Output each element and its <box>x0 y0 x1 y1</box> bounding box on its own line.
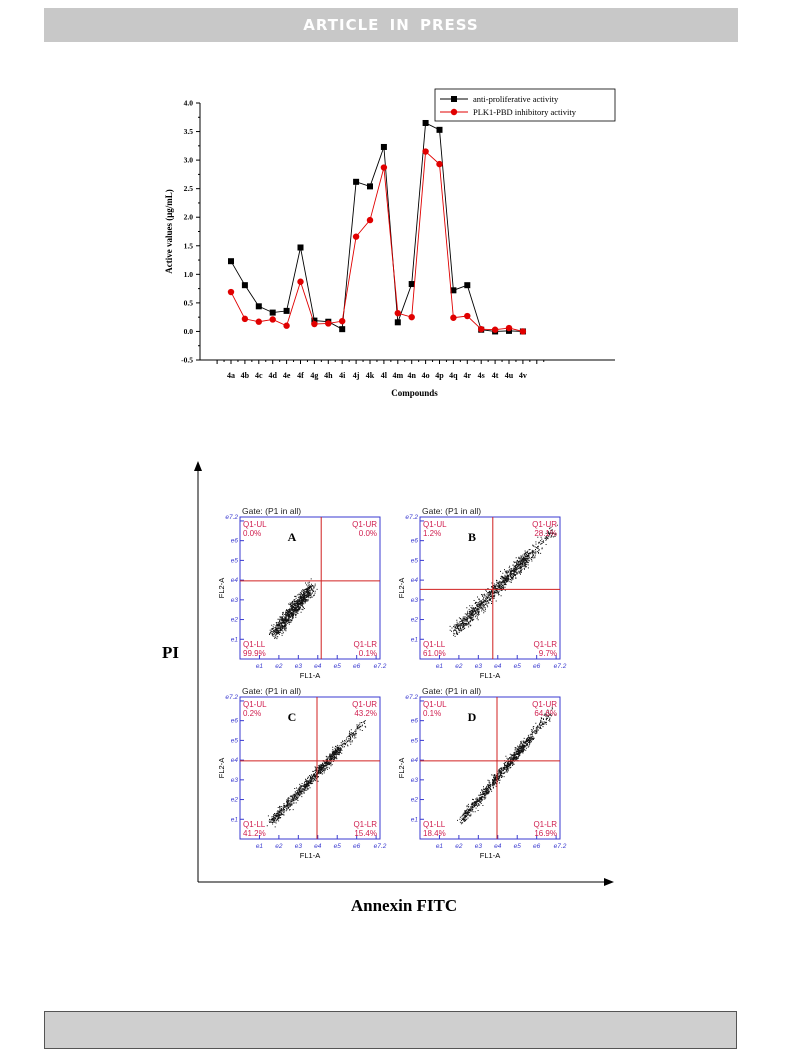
quadrant-lr-name: Q1-LR <box>533 640 557 649</box>
x-tick-label: 4l <box>380 371 388 380</box>
x-axis-label: Compounds <box>391 388 438 398</box>
y-tick-label: 2.0 <box>183 212 193 222</box>
pi-axis-arrow <box>194 461 202 471</box>
y-tick-label: e1 <box>410 636 418 644</box>
x-tick-label: e2 <box>275 843 283 850</box>
quadrant-ur-value: 28.1% <box>534 529 557 538</box>
pi-axis-label: PI <box>162 643 179 662</box>
data-point <box>422 148 428 154</box>
y-channel-label: FL2-A <box>217 757 226 779</box>
article-in-press-banner <box>44 8 738 42</box>
y-tick-label: e7.2 <box>225 694 238 701</box>
panel-frame <box>420 697 560 839</box>
gate-label: Gate: (P1 in all) <box>422 686 482 696</box>
x-channel-label: FL1-A <box>479 671 501 680</box>
x-tick-label: e5 <box>333 843 341 850</box>
x-tick-label: e2 <box>455 843 463 850</box>
x-tick-label: 4q <box>449 371 458 380</box>
data-point <box>381 144 387 150</box>
quadrant-ur-value: 64.6% <box>534 709 557 718</box>
y-tick-label: 4.0 <box>183 98 193 108</box>
quadrant-ur-value: 43.2% <box>354 709 377 718</box>
footer-bar <box>44 1011 737 1049</box>
x-tick-label: e4 <box>494 663 502 670</box>
x-tick-label: 4c <box>255 371 263 380</box>
y-tick-label: 3.0 <box>183 155 193 165</box>
x-tick-label: e6 <box>353 663 361 670</box>
y-tick-label: e7.2 <box>225 514 238 521</box>
x-tick-label: 4i <box>339 371 346 380</box>
x-channel-label: FL1-A <box>299 851 321 860</box>
data-point <box>423 120 429 126</box>
y-tick-label: e4 <box>230 757 238 765</box>
quadrant-ul-name: Q1-UL <box>243 700 267 709</box>
x-tick-label: e3 <box>474 843 482 850</box>
y-tick-label: e2 <box>410 796 418 804</box>
data-point <box>284 308 290 314</box>
x-tick-label: 4e <box>282 371 291 380</box>
y-tick-label: 2.5 <box>183 184 193 194</box>
panel-letter: B <box>467 530 477 544</box>
data-point <box>437 127 443 133</box>
y-tick-label: e6 <box>230 717 238 725</box>
data-point <box>395 319 401 325</box>
y-tick-label: 1.0 <box>183 269 193 279</box>
quadrant-lr-name: Q1-LR <box>353 640 377 649</box>
quadrant-lr-name: Q1-LR <box>353 820 377 829</box>
y-tick-label: e4 <box>410 757 418 765</box>
quadrant-ur-name: Q1-UR <box>352 700 377 709</box>
quadrant-ul-name: Q1-UL <box>243 520 267 529</box>
x-tick-label: 4r <box>463 371 472 380</box>
data-point <box>270 310 276 316</box>
data-point <box>409 281 415 287</box>
y-tick-label: e2 <box>230 616 238 624</box>
quadrant-ll-value: 41.2% <box>243 829 266 838</box>
x-tick-label: e7.2 <box>373 663 387 670</box>
y-tick-label: e6 <box>230 537 238 545</box>
x-tick-label: e7.2 <box>553 843 567 850</box>
y-tick-label: e3 <box>230 776 238 784</box>
x-tick-label: e3 <box>294 843 302 850</box>
x-channel-label: FL1-A <box>479 851 501 860</box>
quadrant-ul-value: 1.2% <box>423 529 442 538</box>
quadrant-ul-value: 0.2% <box>243 709 262 718</box>
quadrant-lr-value: 9.7% <box>538 649 557 658</box>
y-tick-label: e3 <box>410 776 418 784</box>
data-point <box>381 164 387 170</box>
quadrant-ul-name: Q1-UL <box>423 520 447 529</box>
data-point <box>283 323 289 329</box>
x-tick-label: e7.2 <box>553 663 567 670</box>
y-axis-label: Active values (μg/mL) <box>164 189 174 274</box>
quadrant-lr-value: 16.9% <box>534 829 557 838</box>
data-point <box>298 244 304 250</box>
y-tick-label: e3 <box>410 596 418 604</box>
y-tick-label: 1.5 <box>183 241 193 251</box>
data-point <box>297 279 303 285</box>
data-point <box>339 318 345 324</box>
banner-text: ARTICLE IN PRESS <box>303 16 479 34</box>
data-point <box>367 217 373 223</box>
quadrant-ur-name: Q1-UR <box>532 520 557 529</box>
quadrant-ll-value: 18.4% <box>423 829 446 838</box>
x-tick-label: e1 <box>435 843 444 850</box>
data-point <box>492 327 498 333</box>
data-point <box>339 326 345 332</box>
y-tick-label: 0.0 <box>183 326 193 336</box>
x-tick-label: e2 <box>455 663 463 670</box>
data-point <box>256 319 262 325</box>
x-tick-label: 4h <box>324 371 333 380</box>
x-tick-label: 4f <box>297 371 304 380</box>
panel-letter: A <box>287 530 297 544</box>
x-tick-label: e5 <box>513 843 521 850</box>
data-point <box>242 282 248 288</box>
x-tick-label: 4b <box>240 371 250 380</box>
data-point <box>520 328 526 334</box>
y-tick-label: 3.5 <box>183 127 193 137</box>
panel-frame <box>420 517 560 659</box>
x-tick-label: e1 <box>255 663 264 670</box>
x-tick-label: 4n <box>407 371 416 380</box>
x-tick-label: e5 <box>513 663 521 670</box>
quadrant-ur-name: Q1-UR <box>352 520 377 529</box>
y-tick-label: e2 <box>230 796 238 804</box>
x-tick-label: 4p <box>435 371 444 380</box>
y-tick-label: e1 <box>410 816 418 824</box>
y-tick-label: e3 <box>230 596 238 604</box>
flow-cytometry-figure <box>140 455 630 925</box>
y-tick-label: e4 <box>230 577 238 585</box>
x-tick-label: e6 <box>533 663 541 670</box>
y-tick-label: e6 <box>410 717 418 725</box>
quadrant-lr-value: 15.4% <box>354 829 377 838</box>
panel-letter: D <box>467 710 477 724</box>
x-tick-label: e5 <box>333 663 341 670</box>
x-tick-label: 4u <box>504 371 514 380</box>
quadrant-ll-value: 99.9% <box>243 649 266 658</box>
legend-label: PLK1-PBD inhibitory activity <box>473 107 576 117</box>
y-tick-label: e7.2 <box>405 514 418 521</box>
quadrant-ul-name: Q1-UL <box>423 700 447 709</box>
y-tick-label: e5 <box>230 737 238 745</box>
data-point <box>464 313 470 319</box>
x-tick-label: 4m <box>392 371 404 380</box>
quadrant-ll-value: 61.0% <box>423 649 446 658</box>
data-point <box>228 289 234 295</box>
panel-frame <box>240 697 380 839</box>
x-tick-label: 4v <box>518 371 527 380</box>
quadrant-ul-value: 0.0% <box>243 529 262 538</box>
x-tick-label: 4o <box>421 371 430 380</box>
y-tick-label: e6 <box>410 537 418 545</box>
data-point <box>367 183 373 189</box>
data-point <box>464 282 470 288</box>
x-tick-label: e1 <box>255 843 264 850</box>
y-tick-label: -0.5 <box>181 355 193 365</box>
flow-panel-b <box>397 506 567 680</box>
series-line-0 <box>231 123 523 331</box>
data-point <box>228 258 234 264</box>
flow-panel-c <box>217 686 387 860</box>
x-tick-label: e2 <box>275 663 283 670</box>
flow-panel-a <box>217 506 387 680</box>
quadrant-ul-value: 0.1% <box>423 709 442 718</box>
panel-letter: C <box>287 710 297 724</box>
data-point <box>270 316 276 322</box>
quadrant-lr-value: 0.1% <box>358 649 377 658</box>
x-tick-label: e4 <box>314 663 322 670</box>
gate-label: Gate: (P1 in all) <box>242 686 302 696</box>
annexin-axis-label: Annexin FITC <box>350 896 458 915</box>
quadrant-ll-name: Q1-LL <box>243 820 266 829</box>
x-tick-label: 4j <box>352 371 360 380</box>
gate-label: Gate: (P1 in all) <box>242 506 302 516</box>
data-point <box>325 320 331 326</box>
y-tick-label: e4 <box>410 577 418 585</box>
x-tick-label: e7.2 <box>373 843 387 850</box>
data-point <box>353 233 359 239</box>
x-tick-label: e4 <box>494 843 502 850</box>
y-channel-label: FL2-A <box>397 577 406 599</box>
quadrant-ll-name: Q1-LL <box>423 820 446 829</box>
y-tick-label: e1 <box>230 816 238 824</box>
x-tick-label: 4k <box>365 371 375 380</box>
x-tick-label: e4 <box>314 843 322 850</box>
x-tick-label: 4t <box>491 371 499 380</box>
flow-panel-d <box>397 686 567 860</box>
y-channel-label: FL2-A <box>217 577 226 599</box>
x-tick-label: e3 <box>294 663 302 670</box>
annexin-axis-arrow <box>604 878 614 886</box>
quadrant-ll-name: Q1-LL <box>243 640 266 649</box>
quadrant-lr-name: Q1-LR <box>533 820 557 829</box>
data-point <box>506 325 512 331</box>
y-channel-label: FL2-A <box>397 757 406 779</box>
y-tick-label: e1 <box>230 636 238 644</box>
y-tick-label: e5 <box>230 557 238 565</box>
data-point <box>256 303 262 309</box>
data-point <box>395 310 401 316</box>
legend-marker <box>451 109 457 115</box>
legend-marker <box>451 96 457 102</box>
data-point <box>311 321 317 327</box>
x-tick-label: e1 <box>435 663 444 670</box>
y-tick-label: e7.2 <box>405 694 418 701</box>
x-tick-label: 4d <box>268 371 277 380</box>
y-tick-label: e2 <box>410 616 418 624</box>
x-tick-label: 4s <box>477 371 485 380</box>
quadrant-ll-name: Q1-LL <box>423 640 446 649</box>
y-tick-label: e5 <box>410 737 418 745</box>
legend-label: anti-proliferative activity <box>473 94 559 104</box>
x-tick-label: e6 <box>353 843 361 850</box>
quadrant-ur-name: Q1-UR <box>532 700 557 709</box>
activity-line-chart <box>150 85 630 415</box>
quadrant-ur-value: 0.0% <box>358 529 377 538</box>
x-tick-label: e3 <box>474 663 482 670</box>
series-line-1 <box>231 152 523 332</box>
data-point <box>242 316 248 322</box>
data-point <box>409 314 415 320</box>
x-channel-label: FL1-A <box>299 671 321 680</box>
y-tick-label: e5 <box>410 557 418 565</box>
data-point <box>353 179 359 185</box>
data-point <box>478 326 484 332</box>
y-tick-label: 0.5 <box>183 298 193 308</box>
x-tick-label: e6 <box>533 843 541 850</box>
gate-label: Gate: (P1 in all) <box>422 506 482 516</box>
x-tick-label: 4a <box>227 371 235 380</box>
data-point <box>450 315 456 321</box>
x-tick-label: 4g <box>310 371 319 380</box>
data-point <box>436 161 442 167</box>
